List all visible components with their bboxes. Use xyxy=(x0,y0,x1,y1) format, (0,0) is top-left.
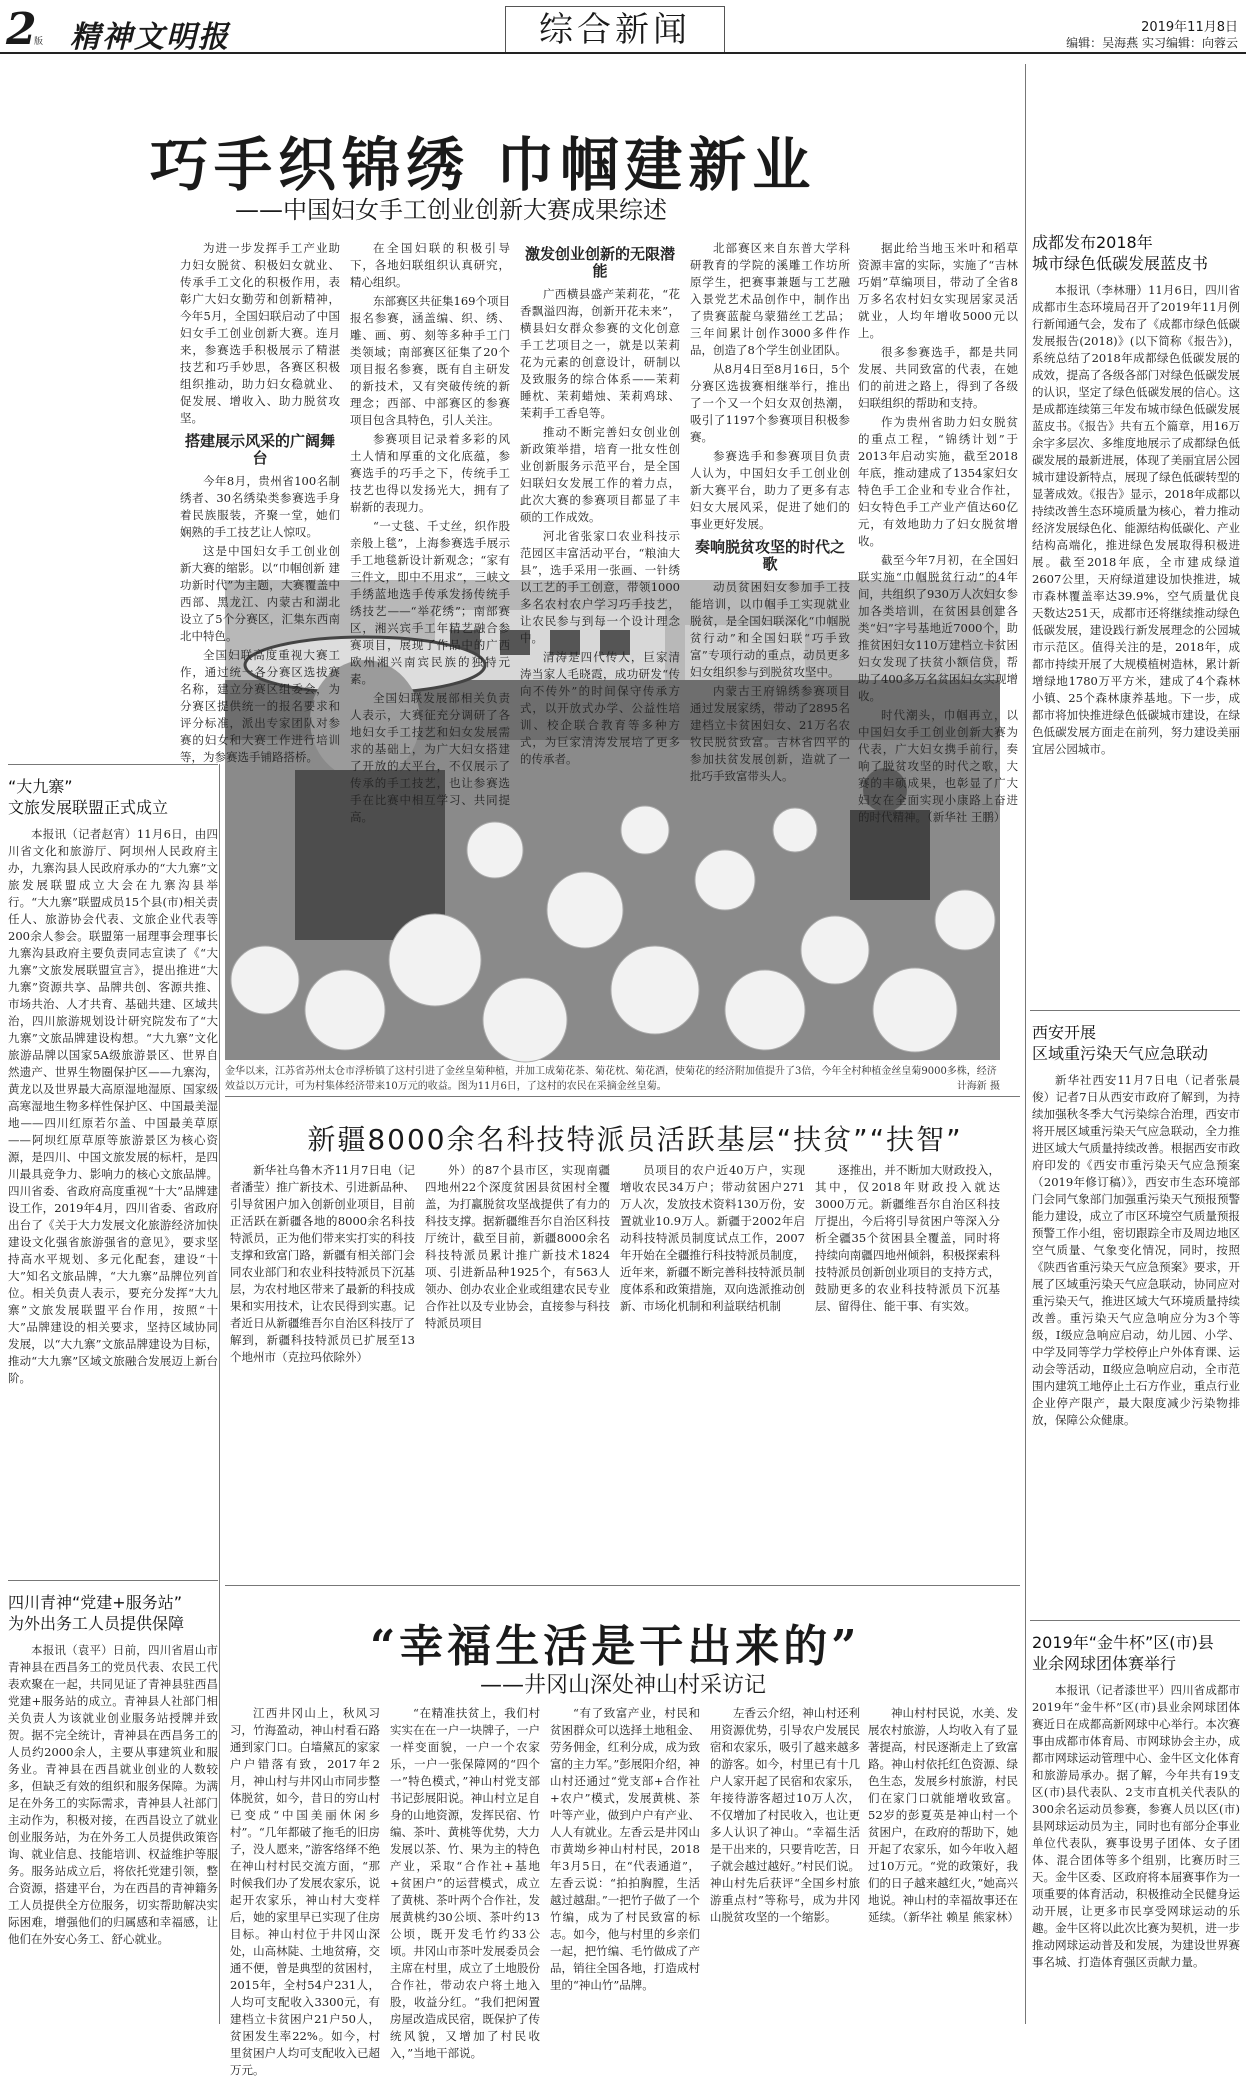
lead-paragraph: 时代潮头，巾帼再立，以中国妇女手工创业创新大赛为代表，广大妇女携手前行，奏响了脱贫攻坚的时代之歌，大赛的丰硕成果，也彰显了广大妇女在全面实现小康路上奋进的时代精神。（新华社 王鹏） xyxy=(858,708,1018,824)
paper-masthead: 精神文明报 xyxy=(70,20,230,55)
photo-credit: 计海新 摄 xyxy=(956,1081,1000,1092)
jinggang-paragraph: 左香云介绍，神山村还利用资源优势，引导农户发展民宿和农家乐，吸引了越来越多的游客。如今，村里已有十几户人家开起了民宿和农家乐，年接待游客超过10万人次，不仅增加了村民收入，也让更多人认识了神山。“幸福生活是干出来的，只要肯吃苦，日子就会越过越好。”村民们说。神山村先后获评“全国乡村旅游重点村”等称号，成为井冈山脱贫攻坚的一个缩影。 xyxy=(710,1706,860,1924)
right-divider-1 xyxy=(1030,1010,1240,1011)
jinggang-subheadline: ——井冈山深处神山村采访记 xyxy=(480,1673,767,1698)
right-sidebar-headline: 成都发布2018年 xyxy=(1032,233,1153,252)
left-column-divider xyxy=(219,764,220,2024)
lead-paragraph: “一丈毯、千丈丝，织作股亲般上毯”，上海参赛选手展示手工地毯新设计新观念；“家有三件文，即中不用求”，三峡文手绣蓝地选手传承发扬传统手绣技艺——“举花绣”；南部赛区，湘兴宾手工年精艺融合参赛项目，展现了作品中的广西欧州湘兴南宾民族的独特元素。 xyxy=(350,519,510,686)
lead-paragraph: 这是中国妇女手工创业创新大赛的缩影。以“巾帼创新 建功新时代”为主题，大赛覆盖中西部、黑龙江、内蒙古和湖北设立了5个分赛区，汇集东西南北中特色。 xyxy=(180,544,340,643)
right-sidebar-headline: 西安开展 xyxy=(1032,1023,1097,1042)
page-number-suffix: 版 xyxy=(34,37,44,47)
lead-paragraph: 为进一步发挥手工产业助力妇女脱贫、积极妇女就业、传承手工文化的积极作用，表彰广大妇女勤劳和创新精神，今年5月，全国妇联启动了中国妇女手工创业创新大赛。连月来，参赛选手积极展示了精湛技艺和巧手妙思，各赛区积极组织推动，助力妇女稳就业、促发展、增收入、助力脱贫攻坚。 xyxy=(180,241,340,425)
left-sidebar-paragraph: 本报讯（袁平）日前，四川省眉山市青神县在西昌务工的党员代表、农民工代表欢聚在一起，共同见证了青神县驻西昌党建+服务站的成立。青神县人社部门相关负责人为该就业创业服务站授牌并致贺。据不完全统计，青神县在西昌务工的人员约2000余人，主要从事建筑业和服务业。青神县在西昌就业创业的人数较多，但缺乏有效的组织和服务保障。为满足在外务工的实际需求，青神县人社部门主动作为，积极对接，在西昌设立了就业创业服务站，为在外务工人员提供政策咨询、就业信息、技能培训、权益维护等服务。服务站成立后，将依托党建引领，整合资源，搭建平台，为在西昌的青神籍务工人员提供全方位服务，切实帮助解决实际困难，增强他们的归属感和幸福感，让他们在外安心务工、舒心就业。 xyxy=(8,1643,218,1946)
lead-paragraph: 参赛项目记录着多彩的风土人情和厚重的文化底蕴，参赛选手的巧手之下，传统手工技艺也得以发扬光大，拥有了崭新的表现力。 xyxy=(350,432,510,514)
right-sidebar-paragraph: 新华社西安11月7日电（记者张晨俊）记者7日从西安市政府了解到，为持续加强秋冬季大气污染综合治理，西安市将开展区域重污染天气应急联动，全力推进区域大气质量持续改善。根据西安市政府印发的《西安市重污染天气应急预案（2019年修订稿）》，西安市生态环境部门会同气象部门加强重污染天气预报预警能力建设，成立了市区环境空气质量预报预警工作小组，密切跟踪全市及周边地区空气质量、气象变化情况，同时，按照《陕西省重污染天气应急预案》要求，开展了区域重污染天气应急联动，协同应对重污染天气，推进区域大气环境质量持续改善。重污染天气应急响应分为3个等级，Ⅰ级应急响应启动，幼儿园、小学、中学及同等学力学校停止户外体育课、运动会等活动，Ⅱ级应急响应启动，全市范围内建筑工地停止土石方作业，重点行业企业停产限产，最大限度减少污染物排放，保障公众健康。 xyxy=(1032,1073,1240,1427)
jinggang-column xyxy=(868,1705,1018,2025)
lead-paragraph: 河北省张家口农业科技示范园区丰富活动平台，“粮油大县”，选手采用一张画、一针绣以工艺的手工创意，带领1000多名农村农户学习巧手技艺，让农民参与到每一个设计理念中。 xyxy=(520,529,680,645)
xinjiang-column xyxy=(425,1162,610,1567)
xinjiang-column xyxy=(815,1162,1000,1567)
xinjiang-headline: 新疆8000余名科技特派员活跃基层“扶贫”“扶智” xyxy=(307,1123,963,1156)
xinjiang-column xyxy=(620,1162,805,1567)
lead-column xyxy=(858,240,1018,824)
right-sidebar-story xyxy=(1032,232,1240,1002)
header-rule xyxy=(0,52,1246,54)
lead-column xyxy=(520,240,680,766)
lead-paragraph: 从8月4日至8月16日，5个分赛区选拔赛相继举行，推出了一个又一个妇女双创热潮，吸引了1197个参赛项目积极参赛。 xyxy=(690,362,850,444)
lead-paragraph: 参赛选手和参赛项目负责人认为，中国妇女手工创业创新大赛平台，助力了更多有志妇女大展风采，促进了她们的事业更好发展。 xyxy=(690,449,850,531)
lead-column xyxy=(350,240,510,824)
editors-line: 编辑：吴海燕 实习编辑：向蓉云 xyxy=(1066,36,1238,50)
lead-column xyxy=(690,240,850,783)
lead-paragraph: 清涛是四代传人，巨家清涛当家人毛晓霞，成功研发“传向不传外”的时间保守传承方式，以开放式办学、公益性培训、校企联合教育等多种方式，为巨家清涛发展培了更多的传承者。 xyxy=(520,650,680,766)
lead-subheadline: ——中国妇女手工创业创新大赛成果综述 xyxy=(235,196,667,224)
jinggang-paragraph: “有了致富产业，村民和贫困群众可以选择土地租金、劳务佣金，红利分成，成为致富的主力军。”彭展阳介绍，神山村还通过“党支部+合作社+农户”模式，发展黄桃、茶叶等产业，做到户户有产业、人人有就业。左香云是井冈山市黄坳乡神山村村民，2018年3月5日，在“代表通道”，左香云说：“拍拍胸膛，生活越过越甜。”一把竹子做了一个竹编，成为了村民致富的标志。如今，他与村里的乡亲们一起，把竹编、毛竹做成了产品，销往全国各地，打造成村里的“神山竹”品牌。 xyxy=(550,1706,700,1992)
xinjiang-paragraph: 员项目的农户近40万户，实现增收农民34万户；带动贫困户271万人次，发放技术资料130万份，安置就业10.9万人。新疆于2002年启动科技特派员制度试点工作，2007年开始在全疆推行科技特派员制度，近年来，新疆不断完善科技特派员制度体系和政策措施，双向选派推动创新、市场化机制和利益联结机制 xyxy=(620,1163,805,1313)
photo-caption-text: 金华以来，江苏省苏州太仓市浮桥镇了这村引进了金丝皇菊种植，并加工成菊花茶、菊花枕、菊花酒，使菊花的经济附加值提升了3倍，今年全村种植金丝皇菊9000多株，经济效益以万元计，可为村集体经济带来10万元的收益。图为11月6日，了这村的农民在采摘金丝皇菊。 xyxy=(225,1066,997,1092)
issue-date: 2019年11月8日 xyxy=(1141,20,1238,35)
jinggang-column xyxy=(230,1705,380,2077)
xinjiang-column xyxy=(230,1162,415,1567)
lead-section-heading: 奏响脱贫攻坚的时代之歌 xyxy=(694,538,845,573)
jinggang-column xyxy=(550,1705,700,2025)
xinjiang-paragraph: 新华社乌鲁木齐11月7日电（记者潘莹）推广新技术、引进新品种、引导贫困户加入创新创业项目，目前正活跃在新疆各地的8000余名科技特派员，正为他们带来实打实的科技支撑和致富门路，新疆有相关部门会同农业部门和农业科技特派员下沉基层，为农村地区带来了最新的科技成果和实用技术，让农民得到实惠。记者近日从新疆维吾尔自治区科技厅了解到，新疆科技特派员已扩展至13个地州市（克拉玛依除外） xyxy=(230,1163,415,1364)
jinggang-paragraph: 神山村村民说，水美、发展农村旅游，人均收入有了显著提高，村民逐渐走上了致富路。神山村依托红色资源、绿色生态，发展乡村旅游，村民们在家门口就能增收致富。52岁的彭夏英是神山村一个贫困户，在政府的帮助下，她开起了农家乐，如今年收入超过10万元。“党的政策好，我们的日子越来越红火，”她高兴地说。神山村的幸福故事还在延续。（新华社 赖星 熊家林） xyxy=(868,1706,1020,1924)
jinggang-column xyxy=(710,1705,860,2025)
right-sidebar-headline: 城市绿色低碳发展蓝皮书 xyxy=(1032,254,1209,273)
lead-paragraph: 作为贵州省助力妇女脱贫的重点工程，“锦绣计划”于2013年启动实施，截至2018年底，推动建成了1354家妇女特色手工企业和专业合作社，妇女特色手工产业产值达60亿元，有效地助力了妇女脱贫增收。 xyxy=(858,415,1018,548)
lead-paragraph: 内蒙古王府锦绣参赛项目通过发展家绣，带动了2895名建档立卡贫困妇女、21万名农牧民脱贫致富。吉林省四平的参加扶贫发展创新，造就了一批巧手致富带头人。 xyxy=(690,684,850,783)
xinjiang-paragraph: 逐推出，并不断加大财政投入，其中，仅2018年财政投入就达3000万元。新疆维吾尔自治区科技厅提出，今后将引导贫困户等深入分析全疆35个贫困县全覆盖，同时将持续向南疆四地州倾斜，积极探索科技特派员创新创业项目的支持方式，鼓励更多的农业科技特派员下沉基层、留得住、能干事、有实效。 xyxy=(815,1163,1000,1313)
lead-section-heading: 激发创业创新的无限潜能 xyxy=(524,245,675,280)
lead-headline: 巧手织锦绣 巾帼建新业 xyxy=(150,131,817,199)
lead-column xyxy=(180,240,340,764)
lead-paragraph: 推动不断完善妇女创业创新政策举措，培育一批女性创业创新服务示范平台，是全国妇联妇女发展工作的着力点，此次大赛的参赛项目都显了丰硕的工作成效。 xyxy=(520,425,680,524)
lead-paragraph: 东部赛区共征集169个项目报名参赛，涵盖编、织、绣、雕、画、剪、刻等多种手工门类领域；南部赛区征集了20个项目报名参赛，既有自主研发的新技术，又有突破传统的新理念；西部、中部赛区的参赛项目包含具特色，引人关注。 xyxy=(350,294,510,427)
right-column-divider xyxy=(1025,64,1026,2024)
section-title: 综合新闻 xyxy=(505,6,725,54)
right-sidebar-story xyxy=(1032,1022,1240,1614)
lead-paragraph: 动员贫困妇女参加手工技能培训，以巾帼手工实现就业脱贫，是全国妇联深化“巾帼脱贫行动”和全国妇联“巧手致富”专项行动的重点，动员更多妇女组织参与到脱贫攻坚中。 xyxy=(690,580,850,679)
left-sidebar-paragraph: 本报讯（记者赵宵）11月6日，由四川省文化和旅游厅、阿坝州人民政府主办，九寨沟县人民政府承办的“大九寨”文旅发展联盟成立大会在九寨沟县举行。“大九寨”联盟成员15个县(市)相关责任人、旅游协会代表、文旅企业代表等200余人参会。联盟第一届理事会理事长九寨沟县政府主要负责同志宣读了《“大九寨”文旅发展联盟宣言》，提出推进“大九寨”资源共享、品牌共创、客源共推、市场共治、人才共育、基础共建、区域共治，四川旅游规划设计研究院发布了“大九寨”文旅品牌建设构想。“大九寨”文化旅游品牌以国家5A级旅游景区、世界自然遗产、世界生物圈保护区——九寨沟，黄龙以及世界最大高原湿地湿原、国家级高寒湿地生物多样性保护区、中国最美湿地——四川红原若尔盖、中国最美草原——阿坝红原草原等旅游景区为核心资源，是四川、中国文旅发展的标杆，是四川最具竞争力、影响力的核心文旅品牌。四川省委、省政府高度重视“十大”品牌建设工作，2019年4月，四川省委、省政府出台了《关于大力发展文化旅游经济加快建设文化强省旅游强省的意见》，要求坚持高水平规划、多元化配套，建设“十大”知名文旅品牌，“大九寨”品牌位列首位。相关负责人表示，要充分发挥“大九寨”文旅发展联盟平台作用，按照“十大”品牌建设的相关要求，坚持区域协同发展，以“大九寨”文旅品牌建设为目标，推动“大九寨”区域文旅融合发展迈上新台阶。 xyxy=(8,827,218,1385)
lead-paragraph: 很多参赛选手，都是共同发展、共同致富的代表，在她们的前进之路上，得到了各级妇联组织的帮助和支持。 xyxy=(858,345,1018,410)
jinggang-paragraph: “在精准扶贫上，我们村实实在在一户一块牌子，一户一样变面貌，一户一个农家乐，一户一张保障网的“四个一”特色模式，”神山村党支部书记彭展阳说。神山村立足自身的山地资源，发挥民宿、竹编、茶叶、黄桃等优势，大力发展以茶、竹、果为主的特色产业，采取“合作社+基地+贫困户”的运营模式，成立了黄桃、茶叶两个合作社，发展黄桃约30公顷、茶叶约13公顷，既开发毛竹约33公顷。井冈山市茶叶发展委员会主席在村里，成立了土地股份合作社，带动农户将土地入股，收益分红。“我们把闲置房屋改造成民宿，既保护了传统风貌，又增加了村民收入，”当地干部说。 xyxy=(390,1706,540,2060)
lead-paragraph: 在全国妇联的积极引导下，各地妇联组织认真研究，精心组织。 xyxy=(350,241,510,289)
photo-caption xyxy=(225,1064,1000,1094)
photo-divider xyxy=(225,1096,1020,1097)
lead-paragraph: 全国妇联发展部相关负责人表示，大赛征充分调研了各地妇女手工技艺和妇女发展需求的基础上，为广大妇女搭建了开放的大平台，不仅展示了传承的手工技艺，也让参赛选手在比赛中相互学习、共同提高。 xyxy=(350,691,510,824)
right-sidebar-spacer xyxy=(1032,1064,1240,1072)
xinjiang-paragraph: 外）的87个县市区，实现南疆四地州22个深度贫困县贫困村全覆盖，为打赢脱贫攻坚战提供了有力的科技支撑。据新疆维吾尔自治区科技厅统计，截至目前，新疆8000余名科技特派员累计推广新技术1824项、引进新品种1925个，有563人领办、创办农业企业或组建农民专业合作社以及专业协会，直接参与科技特派员项目 xyxy=(425,1163,610,1330)
right-sidebar-spacer xyxy=(1032,1674,1240,1682)
right-sidebar-headline: 业余网球团体赛举行 xyxy=(1032,1654,1177,1673)
jinggang-headline: “幸福生活是干出来的” xyxy=(370,1621,861,1672)
lead-paragraph: 今年8月，贵州省100名制绣者、30名绣染类参赛选手身着民族服装，齐聚一堂，她们娴熟的手工技艺让人惊叹。 xyxy=(180,474,340,539)
left-sidebar-story xyxy=(8,776,218,1571)
right-sidebar-headline: 区域重污染天气应急联动 xyxy=(1032,1044,1209,1063)
lead-section-heading: 搭建展示风采的广阔舞台 xyxy=(184,432,335,467)
left-sidebar-headline: “大九寨” xyxy=(8,777,73,796)
jinggang-column xyxy=(390,1705,540,2060)
lead-paragraph: 北部赛区来自东普大学科研教育的学院的溪雕工作坊所原学生，把赛事兼题与工艺融入景党艺术品创作中，制作出了贵赛蓝靛乌蒙猫丝工艺品；三年间累计创作3000多件作品，创造了8个学生创业团队。 xyxy=(690,241,850,357)
xinjiang-divider xyxy=(225,1585,1020,1586)
lead-paragraph: 全国妇联高度重视大赛工作，通过统一各分赛区选拔赛名称，建立分赛区组委会，为分赛区提供统一的报名要求和评分标准，派出专家团队对参赛的妇女和大赛工作进行培训等，为参赛选手铺路搭桥。 xyxy=(180,648,340,764)
right-sidebar-spacer xyxy=(1032,274,1240,282)
jinggang-paragraph: 江西井冈山上，秋风习习，竹海盈动，神山村看石路通到家门口。白墙黛瓦的家家户户错落有致，2017年2月，神山村与井冈山市同步整体脱贫，如今，昔日的穷山村已变成“中国美丽休闲乡村”。“几年都破了拖毛的旧房子，没人愿来，”游客络绎不绝在神山村村民交流方面，“那时候我们办了发展农家乐，说起开农家乐，神山村大变样后，她的家里早已实现了住房目标。神山村位于井冈山深处，山高林陡、土地贫瘠，交通不便，曾是典型的贫困村，2015年，全村54户231人，人均可支配收入3300元，有建档立卡贫困户21户50人，贫困发生率22%。如今，村里贫困户人均可支配收入已超万元。 xyxy=(230,1706,380,2077)
lead-paragraph: 据此给当地玉米叶和稻草资源丰富的实际，实施了“吉林巧娟”草编项目，带动了全省8万多名农村妇女实现居家灵活就业，人均年增收5000元以上。 xyxy=(858,241,1018,340)
right-sidebar-headline: 2019年“金牛杯”区(市)县 xyxy=(1032,1633,1214,1652)
left-sidebar-headline: 四川青神“党建+服务站” xyxy=(8,1593,182,1612)
left-sidebar-spacer xyxy=(8,1634,218,1642)
page-number: 2 xyxy=(6,4,37,55)
left-sidebar-story xyxy=(8,1592,218,2022)
lead-paragraph: 广西横县盛产茉莉花，“花香飘溢四海，创新开花未来”，横县妇女群众参赛的文化创意手工艺项目之一，就是以茉莉花为元素的创意设计，研制以及致服务的综合体系——茉莉睡枕、茉莉蜡烛、茉莉鸡球、茉莉手工香皂等。 xyxy=(520,287,680,420)
left-mid-divider xyxy=(8,1580,218,1581)
left-sidebar-headline: 文旅发展联盟正式成立 xyxy=(8,798,169,817)
right-sidebar-paragraph: 本报讯（记者漆世平）四川省成都市2019年“金牛杯”区(市)县业余网球团体赛近日在成都高新网球中心举行。本次赛事由成都市体育局、市网球协会主办，成都市网球运动管理中心、金牛区文化体育和旅游局承办。据了解，今年共有19支区(市)县代表队、2支市直机关代表队的300余名运动员参赛，参赛人员以区(市)县网球运动员为主，同时也有部分企事业单位代表队，赛事设男子团体、女子团体、混合团体等多个组别，比赛历时三天。金牛区委、区政府将本届赛事作为一项重要的体育活动，积极推动全民健身运动开展，让更多市民享受网球运动的乐趣。金牛区将以此次比赛为契机，进一步推动网球运动普及和发展，为建设世界赛事名城、打造体育强区贡献力量。 xyxy=(1032,1683,1240,1969)
left-sidebar-headline: 为外出务工人员提供保障 xyxy=(8,1614,185,1633)
lead-paragraph: 截至今年7月初，在全国妇联实施“巾帼脱贫行动”的4年间，共组织了930万人次妇女参加各类培训，在贫困县创建各类“妇”字号基地近7000个，助推贫困妇女110万建档立卡贫困妇女发现了扶贫小额信贷，帮助了400多万名贫困妇女实现增收。 xyxy=(858,553,1018,703)
right-sidebar-paragraph: 本报讯（李林珊）11月6日，四川省成都市生态环境局召开了2019年11月例行新闻通气会，发布了《成都市绿色低碳发展报告(2018)》(以下简称《报告》)，系统总结了2018年成都绿色低碳发展的成效，提高了各级各部门对绿色低碳发展的认识，坚定了绿色低碳发展的信心。这是成都连续第三年发布城市绿色低碳发展蓝皮书。《报告》共有五个篇章，用16万余字多层次、多维度地展示了成都绿色低碳发展的最新进展，体现了美丽宜居公园城市建设新特点，展现了绿色低碳转型的显著成效。《报告》显示，2018年成都以持续改善生态环境质量为核心，着力推动经济发展绿色化、能源结构低碳化、产业结构高端化，推进绿色发展取得积极进展。截至2018年底，全市建成绿道2607公里，天府绿道建设加快推进，城市森林覆盖率达39.9%，空气质量优良天数达251天，成都市还将继续推动绿色低碳发展，建设践行新发展理念的公园城市示范区。值得关注的是，2018年，成都市持续开展了大规模植树造林，累计新增绿地1780万平方米，建成了4个森林小镇、25个森林康养基地。下一步，成都市将加快推进绿色低碳城市建设，在绿色低碳发展方面走在前列，努力建设美丽宜居公园城市。 xyxy=(1032,283,1240,756)
right-sidebar-story xyxy=(1032,1632,1240,2027)
left-sidebar-spacer xyxy=(8,818,218,826)
right-divider-2 xyxy=(1030,1620,1240,1621)
